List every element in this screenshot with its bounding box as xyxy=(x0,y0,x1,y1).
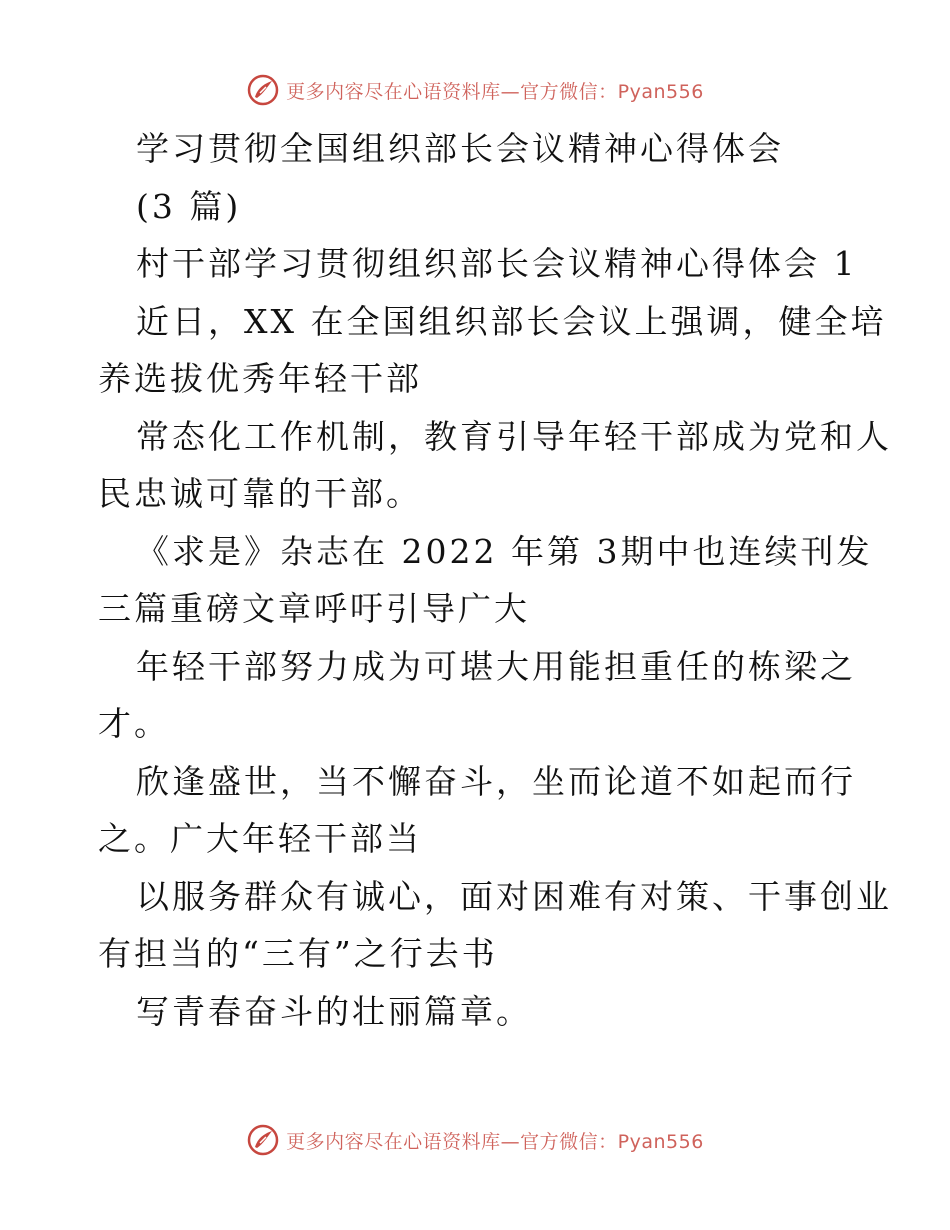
paragraph-line: 欣逢盛世，当不懈奋斗，坐而论道不如起而行 xyxy=(136,761,856,801)
document-subtitle: (3 篇) xyxy=(136,186,242,226)
watermark-text: 更多内容尽在心语资料库—官方微信：Pyan556 xyxy=(286,1130,704,1153)
paragraph-line: 《求是》杂志在 2022 年第 3期中也连续刊发 xyxy=(136,531,873,571)
flame-pen-logo-icon xyxy=(246,1123,280,1157)
paragraph-line: 之。广大年轻干部当 xyxy=(98,819,422,858)
paragraph-line: 近日，XX 在全国组织部长会议上强调，健全培 xyxy=(136,301,887,341)
document-title: 学习贯彻全国组织部长会议精神心得体会 xyxy=(136,129,784,168)
paragraph-line: 年轻干部努力成为可堪大用能担重任的栋梁之 xyxy=(136,646,856,686)
paragraph-line: 写青春奋斗的壮丽篇章。 xyxy=(136,991,532,1031)
paragraph-line: 养选拔优秀年轻干部 xyxy=(98,359,422,398)
document-body xyxy=(98,120,892,1040)
paragraph-line: 三篇重磅文章呼吁引导广大 xyxy=(98,589,530,628)
paragraph-line: 常态化工作机制，教育引导年轻干部成为党和人 xyxy=(136,416,892,456)
section-heading: 村干部学习贯彻组织部长会议精神心得体会 1 xyxy=(136,244,858,283)
watermark-text: 更多内容尽在心语资料库—官方微信：Pyan556 xyxy=(286,80,704,103)
paragraph-line: 以服务群众有诚心，面对困难有对策、干事创业 xyxy=(136,876,892,916)
paragraph-line: 民忠诚可靠的干部。 xyxy=(98,474,422,513)
flame-pen-logo-icon xyxy=(246,73,280,107)
watermark-header xyxy=(0,70,950,110)
paragraph-line: 有担当的“三有”之行去书 xyxy=(98,934,498,973)
paragraph-line: 才。 xyxy=(98,704,170,743)
watermark-footer xyxy=(0,1120,950,1160)
